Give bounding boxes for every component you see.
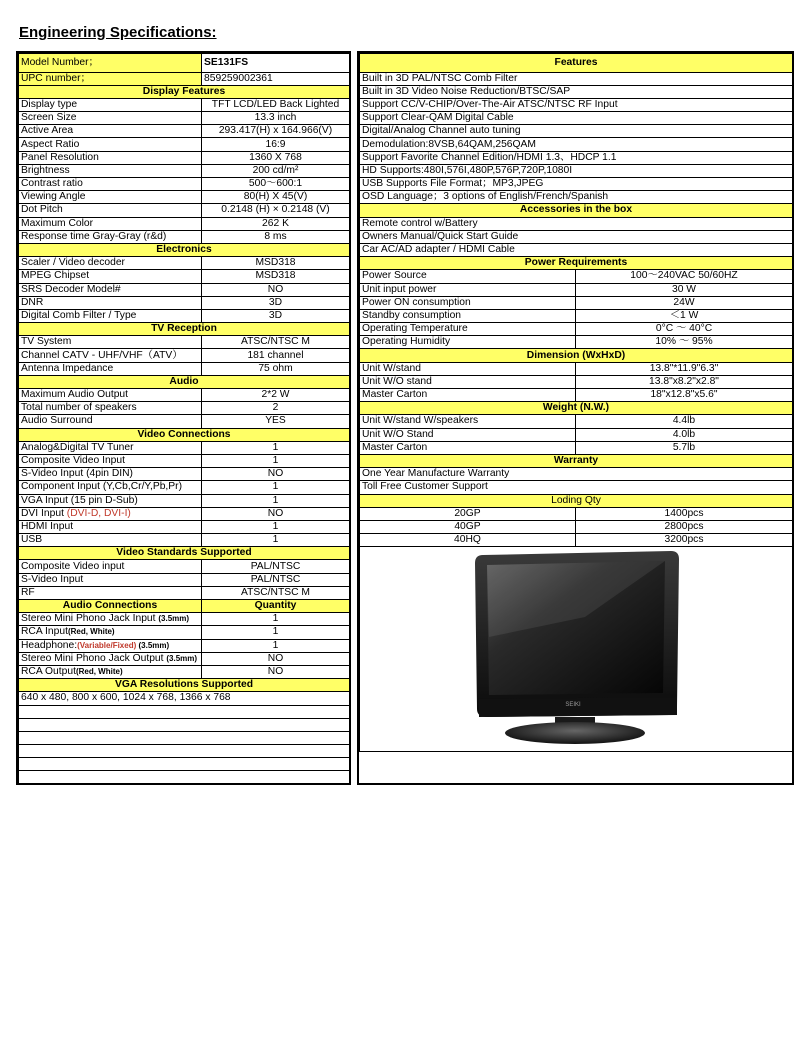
spec-label: USB	[19, 534, 202, 547]
empty-row	[19, 758, 350, 771]
spec-value: 2	[202, 402, 350, 415]
table-row	[360, 164, 793, 177]
spec-text: Toll Free Customer Support	[360, 481, 793, 494]
spec-value: 80(H) X 45(V)	[202, 191, 350, 204]
spec-text: 640 x 480, 800 x 600, 1024 x 768, 1366 x 768	[19, 692, 350, 705]
audio-connection-label	[19, 652, 202, 665]
dvi-input-text: DVI Input	[21, 507, 67, 519]
dvi-input-label	[19, 507, 202, 520]
spec-value: 13.8"x8.2"x2.8"	[576, 375, 793, 388]
spec-text: Demodulation:8VSB,64QAM,256QAM	[360, 138, 793, 151]
spec-label: Maximum Color	[19, 217, 202, 230]
spec-label: Composite Video Input	[19, 454, 202, 467]
empty-row	[19, 718, 350, 731]
dvi-input-types: (DVI-D, DVI-I)	[66, 507, 131, 519]
dvi-input-row	[19, 507, 350, 520]
table-row	[360, 217, 793, 230]
section-header: Audio	[19, 375, 350, 388]
audio-connection-label	[19, 639, 202, 652]
spec-text: One Year Manufacture Warranty	[360, 468, 793, 481]
table-row	[19, 257, 350, 270]
table-row	[360, 296, 793, 309]
section-header: TV Reception	[19, 323, 350, 336]
spec-value: PAL/NTSC	[202, 560, 350, 573]
table-row	[19, 652, 350, 665]
right-spec-table	[359, 53, 793, 752]
spec-text: Digital/Analog Channel auto tuning	[360, 125, 793, 138]
table-row	[360, 270, 793, 283]
table-row	[19, 217, 350, 230]
spec-text: Support Favorite Channel Edition/HDMI 1.3、HDCP 1.1	[360, 151, 793, 164]
table-row	[19, 402, 350, 415]
table-row	[360, 138, 793, 151]
empty-cell	[19, 718, 350, 731]
table-row	[19, 138, 350, 151]
spec-value: 100～240VAC 50/60HZ	[576, 270, 793, 283]
table-row	[360, 375, 793, 388]
tv-brand-logo: SEIKI	[565, 702, 581, 709]
audio-connection-name: RCA Input	[21, 626, 68, 638]
spec-value: ＜1 W	[576, 309, 793, 322]
spec-label: MPEG Chipset	[19, 270, 202, 283]
spec-label: RF	[19, 586, 202, 599]
audio-connections-header-row	[19, 600, 350, 613]
left-spec-table	[18, 53, 350, 785]
table-row	[19, 125, 350, 138]
spec-value: 3200pcs	[576, 534, 793, 547]
spec-value: 1400pcs	[576, 507, 793, 520]
empty-cell	[19, 758, 350, 771]
audio-connection-qty: 1	[202, 639, 350, 652]
spec-label: Master Carton	[360, 441, 576, 454]
audio-connection-label	[19, 613, 202, 626]
table-row	[360, 243, 793, 256]
empty-cell	[19, 745, 350, 758]
spec-value: 200 cd/m²	[202, 164, 350, 177]
spec-value: 4.4lb	[576, 415, 793, 428]
page-title: Engineering Specifications:	[19, 24, 217, 41]
table-row	[19, 468, 350, 481]
empty-row	[19, 731, 350, 744]
dvi-input-value: NO	[202, 507, 350, 520]
section-header-row	[19, 243, 350, 256]
spec-label: Active Area	[19, 125, 202, 138]
table-row	[360, 230, 793, 243]
product-image-row	[360, 547, 793, 752]
spec-label: DNR	[19, 296, 202, 309]
loading-qty-header-row	[360, 494, 793, 507]
spec-value: 1	[202, 494, 350, 507]
table-row	[19, 389, 350, 402]
weight-header: Weight (N.W.)	[360, 402, 793, 415]
quantity-header: Quantity	[202, 600, 350, 613]
spec-text: Remote control w/Battery	[360, 217, 793, 230]
audio-connections-header: Audio Connections	[19, 600, 202, 613]
tv-image	[465, 547, 687, 747]
section-header: Video Connections	[19, 428, 350, 441]
section-header-row	[19, 547, 350, 560]
spec-value: 2*2 W	[202, 389, 350, 402]
table-row	[360, 309, 793, 322]
weight-header-row	[360, 402, 793, 415]
spec-text: Owners Manual/Quick Start Guide	[360, 230, 793, 243]
spec-value: 13.8"*11.9"6.3"	[576, 362, 793, 375]
audio-connection-detail: (Red, White)	[75, 667, 123, 677]
table-row	[360, 85, 793, 98]
tv-illustration	[465, 547, 687, 747]
audio-connection-name: Stereo Mini Phono Jack Input	[21, 613, 159, 625]
spec-label: Panel Resolution	[19, 151, 202, 164]
table-row	[19, 230, 350, 243]
table-row	[19, 481, 350, 494]
spec-value: ATSC/NTSC M	[202, 586, 350, 599]
spec-text: Built in 3D Video Noise Reduction/BTSC/SAP	[360, 85, 793, 98]
table-row	[360, 428, 793, 441]
spec-text: Support Clear-QAM Digital Cable	[360, 112, 793, 125]
empty-row	[19, 771, 350, 784]
spec-value: 0°C ～ 40°C	[576, 323, 793, 336]
table-row	[19, 336, 350, 349]
section-header-row	[19, 323, 350, 336]
audio-connection-name: Stereo Mini Phono Jack Output	[21, 652, 167, 664]
spec-label: Unit W/O stand	[360, 375, 576, 388]
table-row	[19, 573, 350, 586]
spec-label: Master Carton	[360, 389, 576, 402]
spec-label: Antenna Impedance	[19, 362, 202, 375]
table-row	[360, 125, 793, 138]
dimension-header: Dimension (WxHxD)	[360, 349, 793, 362]
spec-value: 16:9	[202, 138, 350, 151]
spec-label: Unit W/O Stand	[360, 428, 576, 441]
table-row	[19, 98, 350, 111]
table-row	[360, 468, 793, 481]
spec-label: Analog&Digital TV Tuner	[19, 441, 202, 454]
power-requirements-header: Power Requirements	[360, 257, 793, 270]
spec-value: 8 ms	[202, 230, 350, 243]
table-row	[360, 534, 793, 547]
table-row	[19, 178, 350, 191]
features-header: Features	[360, 54, 793, 73]
spec-value: 1	[202, 454, 350, 467]
spec-value: 3D	[202, 296, 350, 309]
table-row	[19, 349, 350, 362]
table-row	[19, 112, 350, 125]
spec-label: Viewing Angle	[19, 191, 202, 204]
table-row	[360, 151, 793, 164]
model-number-value: SE131FS	[202, 54, 350, 73]
spec-label: Scaler / Video decoder	[19, 257, 202, 270]
table-row	[19, 362, 350, 375]
audio-connection-qty: NO	[202, 652, 350, 665]
spec-value: 30 W	[576, 283, 793, 296]
spec-label: Response time Gray-Gray (r&d)	[19, 230, 202, 243]
table-row	[360, 481, 793, 494]
spec-text: Support CC/V-CHIP/Over-The-Air ATSC/NTSC RF Input	[360, 98, 793, 111]
spec-value: 75 ohm	[202, 362, 350, 375]
accessories-header-row	[360, 204, 793, 217]
spec-value: 13.3 inch	[202, 112, 350, 125]
spec-value: PAL/NTSC	[202, 573, 350, 586]
spec-label: S-Video Input	[19, 573, 202, 586]
table-row	[19, 586, 350, 599]
spec-value: 2800pcs	[576, 520, 793, 533]
upc-number-label: UPC number；	[19, 72, 202, 85]
left-spec-panel	[16, 51, 351, 785]
accessories-header: Accessories in the box	[360, 204, 793, 217]
table-row	[19, 626, 350, 639]
spec-label: Audio Surround	[19, 415, 202, 428]
spec-value: 10% ～ 95%	[576, 336, 793, 349]
spec-label: Channel CATV - UHF/VHF（ATV）	[19, 349, 202, 362]
table-row	[360, 72, 793, 85]
warranty-header: Warranty	[360, 454, 793, 467]
audio-connection-qty: NO	[202, 665, 350, 678]
spec-text: OSD Language；3 options of English/French/Spanish	[360, 191, 793, 204]
table-row	[360, 98, 793, 111]
features-header-row	[360, 54, 793, 73]
spec-value: 5.7lb	[576, 441, 793, 454]
table-row	[19, 296, 350, 309]
section-header-row	[19, 85, 350, 98]
spec-label: Unit W/stand	[360, 362, 576, 375]
table-row	[360, 389, 793, 402]
spec-label: 40GP	[360, 520, 576, 533]
table-row	[360, 112, 793, 125]
table-row	[19, 191, 350, 204]
warranty-header-row	[360, 454, 793, 467]
table-row	[19, 494, 350, 507]
empty-row	[19, 705, 350, 718]
table-row	[19, 639, 350, 652]
empty-cell	[19, 705, 350, 718]
spec-value: YES	[202, 415, 350, 428]
audio-connection-label	[19, 665, 202, 678]
table-row	[360, 362, 793, 375]
spec-value: 1	[202, 520, 350, 533]
table-row	[360, 415, 793, 428]
empty-cell	[19, 731, 350, 744]
table-row	[19, 441, 350, 454]
spec-label: Composite Video input	[19, 560, 202, 573]
audio-connection-detail: (3.5mm)	[158, 614, 190, 624]
spec-value: TFT LCD/LED Back Lighted	[202, 98, 350, 111]
spec-label: Aspect Ratio	[19, 138, 202, 151]
model-number-label: Model Number；	[19, 54, 202, 73]
table-row	[19, 534, 350, 547]
spec-label: 40HQ	[360, 534, 576, 547]
audio-connection-detail: (3.5mm)	[166, 653, 198, 663]
spec-label: Unit input power	[360, 283, 576, 296]
spec-label: Maximum Audio Output	[19, 389, 202, 402]
right-spec-panel	[357, 51, 794, 785]
upc-number-row	[19, 72, 350, 85]
spec-value: 262 K	[202, 217, 350, 230]
table-row	[19, 520, 350, 533]
table-row	[360, 178, 793, 191]
empty-row	[19, 745, 350, 758]
spec-label: Digital Comb Filter / Type	[19, 309, 202, 322]
spec-label: Unit W/stand W/speakers	[360, 415, 576, 428]
dimension-header-row	[360, 349, 793, 362]
spec-value: 1	[202, 534, 350, 547]
spec-label: Brightness	[19, 164, 202, 177]
spec-text: USB Supports File Format；MP3,JPEG	[360, 178, 793, 191]
loading-qty-header: Loding Qty	[360, 494, 793, 507]
spec-label: HDMI Input	[19, 520, 202, 533]
audio-connection-name: Headphone:	[21, 639, 78, 651]
table-row	[19, 665, 350, 678]
audio-connection-mode: (Variable/Fixed)	[77, 640, 137, 650]
spec-text: Built in 3D PAL/NTSC Comb Filter	[360, 72, 793, 85]
spec-value: 1	[202, 441, 350, 454]
spec-value: 4.0lb	[576, 428, 793, 441]
section-header-row	[19, 428, 350, 441]
table-row	[19, 560, 350, 573]
vga-resolutions-header-row	[19, 679, 350, 692]
spec-text: HD Supports:480I,576I,480P,576P,720P,1080I	[360, 164, 793, 177]
spec-value: 293.417(H) x 164.966(V)	[202, 125, 350, 138]
table-row	[19, 613, 350, 626]
spec-label: Contrast ratio	[19, 178, 202, 191]
table-row	[19, 454, 350, 467]
spec-value: 24W	[576, 296, 793, 309]
spec-label: Power Source	[360, 270, 576, 283]
audio-connection-name: RCA Output	[21, 666, 76, 678]
spec-label: S-Video Input (4pin DIN)	[19, 468, 202, 481]
spec-label: SRS Decoder Model#	[19, 283, 202, 296]
table-row	[360, 283, 793, 296]
spec-value: 181 channel	[202, 349, 350, 362]
section-header: Electronics	[19, 243, 350, 256]
table-row	[360, 336, 793, 349]
spec-label: VGA Input (15 pin D-Sub)	[19, 494, 202, 507]
spec-value: NO	[202, 283, 350, 296]
audio-connection-qty: 1	[202, 626, 350, 639]
spec-value: 0.2148 (H) × 0.2148 (V)	[202, 204, 350, 217]
spec-text: Car AC/AD adapter / HDMI Cable	[360, 243, 793, 256]
spec-label: Total number of speakers	[19, 402, 202, 415]
audio-connection-detail: (Red, White)	[67, 627, 115, 637]
table-row	[360, 323, 793, 336]
table-row	[360, 191, 793, 204]
spec-value: MSD318	[202, 257, 350, 270]
spec-value: 1360 X 768	[202, 151, 350, 164]
audio-connection-size: (3.5mm)	[136, 640, 170, 650]
table-row	[19, 415, 350, 428]
table-row	[19, 692, 350, 705]
vga-resolutions-header: VGA Resolutions Supported	[19, 679, 350, 692]
spec-value: 500～600:1	[202, 178, 350, 191]
spec-value: 1	[202, 481, 350, 494]
table-row	[19, 164, 350, 177]
spec-label: Screen Size	[19, 112, 202, 125]
spec-label: Dot Pitch	[19, 204, 202, 217]
audio-connection-qty: 1	[202, 613, 350, 626]
spec-label: Standby consumption	[360, 309, 576, 322]
spec-label: Power ON consumption	[360, 296, 576, 309]
table-row	[19, 270, 350, 283]
model-number-row	[19, 54, 350, 73]
spec-label: Component Input (Y,Cb,Cr/Y,Pb,Pr)	[19, 481, 202, 494]
table-row	[360, 441, 793, 454]
power-requirements-header-row	[360, 257, 793, 270]
table-row	[360, 507, 793, 520]
upc-number-value: 859259002361	[202, 72, 350, 85]
table-row	[19, 151, 350, 164]
spec-value: 3D	[202, 309, 350, 322]
spec-label: Display type	[19, 98, 202, 111]
spec-value: NO	[202, 468, 350, 481]
spec-label: 20GP	[360, 507, 576, 520]
empty-cell	[19, 771, 350, 784]
table-row	[360, 520, 793, 533]
audio-connection-label	[19, 626, 202, 639]
spec-label: TV System	[19, 336, 202, 349]
product-image-cell	[360, 547, 793, 752]
section-header-row	[19, 375, 350, 388]
table-row	[19, 204, 350, 217]
section-header: Video Standards Supported	[19, 547, 350, 560]
spec-label: Operating Humidity	[360, 336, 576, 349]
spec-label: Operating Temperature	[360, 323, 576, 336]
table-row	[19, 283, 350, 296]
spec-value: ATSC/NTSC M	[202, 336, 350, 349]
section-header: Display Features	[19, 85, 350, 98]
table-row	[19, 309, 350, 322]
spec-value: MSD318	[202, 270, 350, 283]
spec-value: 18"x12.8"x5.6"	[576, 389, 793, 402]
